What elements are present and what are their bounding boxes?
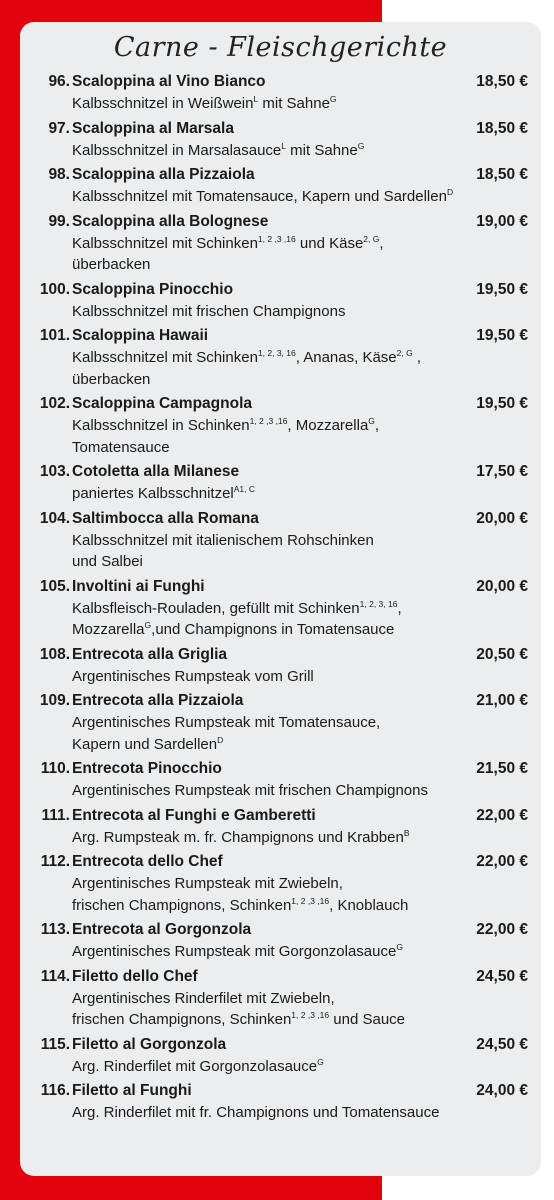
menu-item	[20, 577, 541, 641]
allergen-superscript: 1, 2, 3, 16	[359, 598, 398, 609]
menu-item-number: 111.	[41, 806, 70, 824]
description-line: Kapern und Sardellen$^D$	[72, 734, 224, 753]
description-line: Argentinisches Rumpsteak vom Grill	[72, 667, 314, 685]
allergen-superscript: D	[217, 734, 224, 745]
description-line: Kalbsschnitzel in Marsalasauce$^L$ mit Sahne$^G$	[72, 140, 365, 159]
menu-item-description	[72, 941, 528, 963]
menu-item	[20, 852, 541, 916]
menu-item-price: 19,50 €	[476, 395, 528, 412]
menu-item-number: 114.	[40, 967, 70, 985]
description-line: Mozzarella$^G$,und Champignons in Tomatensauce	[72, 620, 395, 638]
allergen-superscript: A1, C	[233, 484, 256, 494]
allergen-superscript: 2, G	[363, 233, 380, 244]
menu-item-name: Scaloppina Hawaii	[72, 327, 209, 344]
menu-item-number: 115.	[40, 1035, 70, 1053]
menu-item-description	[72, 827, 528, 849]
menu-item-number: 102.	[39, 395, 70, 412]
menu-item-description	[72, 1102, 528, 1124]
menu-item-description	[72, 483, 528, 505]
description-line: Arg. Rinderfilet mit fr. Champignons und Tomatensauce	[72, 1104, 440, 1121]
menu-item-name: Filetto al Funghi	[72, 1082, 192, 1099]
menu-item-description	[72, 873, 528, 916]
menu-item-description	[72, 186, 528, 208]
description-line: überbacken	[72, 256, 151, 273]
menu-item-name: Scaloppina al Marsala	[72, 119, 234, 137]
menu-item-number: 97.	[48, 119, 70, 137]
menu-item-name: Scaloppina alla Pizzaiola	[72, 166, 255, 183]
menu-item-description	[72, 140, 528, 162]
allergen-superscript: G	[317, 1056, 324, 1067]
menu-item	[20, 759, 541, 802]
allergen-superscript: G	[357, 140, 365, 151]
description-line: paniertes Kalbsschnitzel$^{A1, C}$	[72, 484, 256, 502]
allergen-superscript: 1, 2 ,3 ,16	[257, 233, 296, 244]
menu-item-name: Entrecota al Funghi e Gamberetti	[72, 806, 316, 824]
menu-card	[20, 22, 541, 1176]
menu-item-number: 109.	[39, 692, 70, 709]
description-line: Argentinisches Rinderfilet mit Zwiebeln,	[72, 989, 335, 1007]
description-line: Argentinisches Rumpsteak mit Zwiebeln,	[72, 875, 343, 892]
menu-item-price: 19,50 €	[476, 280, 528, 298]
description-line: Kalbsschnitzel in Weißwein$^L$ mit Sahne$^G$	[72, 94, 337, 112]
menu-item-name: Cotoletta alla Milanese	[72, 463, 240, 480]
allergen-superscript: 1, 2 ,3 ,16	[291, 895, 330, 906]
menu-item-number: 110.	[40, 760, 70, 777]
description-line: Tomatensauce	[72, 438, 170, 456]
menu-item-description	[72, 415, 528, 458]
menu-item-name: Scaloppina Campagnola	[72, 395, 253, 412]
menu-item-name: Involtini ai Funghi	[72, 577, 205, 595]
menu-item-name: Scaloppina alla Bolognese	[72, 212, 269, 230]
description-line: Kalbsschnitzel mit italienischem Rohschinken	[72, 531, 374, 549]
menu-item-price: 24,50 €	[476, 1035, 528, 1053]
menu-item	[20, 394, 541, 458]
menu-item	[20, 326, 541, 390]
description-line: frischen Champignons, Schinken$^{1, 2 ,3 ,16}$ und Sauce	[72, 1010, 406, 1028]
menu-item-name: Filetto al Gorgonzola	[72, 1035, 227, 1053]
menu-item-price: 24,00 €	[476, 1082, 528, 1099]
menu-item-number: 104.	[39, 509, 70, 527]
menu-item	[20, 806, 541, 849]
menu-item-description	[72, 666, 528, 688]
allergen-superscript: L	[253, 94, 259, 104]
description-line: Kalbsschnitzel in Schinken$^{1, 2 ,3 ,16}$, Mozzarella$^G$,	[72, 416, 380, 434]
menu-item-number: 116.	[40, 1082, 70, 1099]
menu-item-number: 103.	[39, 463, 70, 480]
menu-item-name: Entrecota alla Griglia	[72, 645, 228, 663]
menu-item-number: 99.	[48, 212, 70, 230]
menu-item-name: Entrecota al Gorgonzola	[72, 921, 252, 938]
menu-item-number: 96.	[48, 73, 70, 90]
menu-item-number: 113.	[40, 921, 70, 938]
menu-item-price: 18,50 €	[476, 166, 528, 183]
menu-item-price: 20,00 €	[476, 577, 528, 595]
menu-item	[20, 920, 541, 963]
description-line: frischen Champignons, Schinken$^{1, 2 ,3 ,16}$, Knoblauch	[72, 895, 409, 914]
menu-item	[20, 967, 541, 1031]
menu-item-price: 22,00 €	[476, 806, 528, 824]
menu-item-number: 105.	[39, 577, 70, 595]
description-line: Arg. Rinderfilet mit Gorgonzolasauce$^G$	[72, 1056, 324, 1075]
menu-item-name: Entrecota Pinocchio	[72, 760, 222, 777]
menu-item	[20, 1035, 541, 1078]
menu-item-price: 20,00 €	[476, 509, 528, 527]
menu-item-price: 20,50 €	[476, 645, 528, 663]
allergen-superscript: B	[403, 827, 410, 838]
description-line: Argentinisches Rumpsteak mit Tomatensauce,	[72, 714, 381, 731]
menu-item-number: 98.	[48, 166, 70, 183]
menu-item	[20, 212, 541, 276]
menu-section-title: Carne - Fleischgerichte	[113, 32, 448, 63]
menu-item	[20, 165, 541, 208]
menu-item-price: 19,00 €	[476, 212, 528, 230]
description-line: Kalbsfleisch-Rouladen, gefüllt mit Schinken$^{1, 2, 3, 16}$,	[72, 598, 402, 617]
allergen-superscript: G	[396, 942, 403, 952]
allergen-superscript: G	[144, 620, 152, 630]
menu-item-name: Saltimbocca alla Romana	[72, 509, 259, 527]
menu-item-price: 24,50 €	[476, 967, 528, 985]
menu-item-description	[72, 598, 528, 641]
description-line: Kalbsschnitzel mit Tomatensauce, Kapern und Sardellen$^D$	[72, 187, 454, 205]
menu-item	[20, 72, 541, 115]
allergen-superscript: L	[281, 140, 287, 151]
description-line: Arg. Rumpsteak m. fr. Champignons und Krabben$^B$	[72, 827, 410, 846]
menu-item-price: 22,00 €	[476, 853, 528, 870]
menu-item	[20, 280, 541, 323]
menu-item-name: Scaloppina al Vino Bianco	[72, 73, 266, 90]
allergen-superscript: G	[329, 94, 337, 104]
description-line: Argentinisches Rumpsteak mit frischen Champignons	[72, 782, 428, 799]
menu-item-number: 101.	[39, 327, 70, 344]
menu-item-description	[72, 301, 528, 323]
menu-item-description	[72, 93, 528, 115]
menu-item-name: Filetto dello Chef	[72, 967, 198, 985]
menu-item-name: Entrecota dello Chef	[72, 853, 223, 870]
menu-item-description	[72, 1056, 528, 1078]
menu-item-price: 21,50 €	[476, 760, 528, 777]
allergen-superscript: G	[368, 416, 375, 426]
menu-item-price: 21,00 €	[476, 692, 528, 709]
menu-item	[20, 645, 541, 688]
description-line: Argentinisches Rumpsteak mit Gorgonzolasauce$^G$	[72, 942, 403, 960]
menu-item-description	[72, 347, 528, 390]
menu-item-number: 108.	[39, 645, 70, 663]
menu-item-description	[72, 780, 528, 802]
menu-item	[20, 509, 541, 573]
description-line: Kalbsschnitzel mit Schinken$^{1, 2 ,3 ,16}$ und Käse$^{2, G}$,	[72, 233, 384, 252]
menu-item-price: 19,50 €	[476, 327, 528, 344]
menu-item	[20, 1081, 541, 1124]
menu-item-price: 18,50 €	[476, 119, 528, 137]
menu-item-price: 17,50 €	[476, 463, 528, 480]
menu-item	[20, 691, 541, 755]
menu-item-description	[72, 530, 528, 573]
menu-item	[20, 119, 541, 162]
allergen-superscript: 2, G	[396, 348, 413, 358]
menu-item	[20, 462, 541, 505]
allergen-superscript: 1, 2 ,3 ,16	[291, 1010, 330, 1020]
menu-item-number: 112.	[40, 853, 70, 870]
allergen-superscript: D	[446, 187, 454, 197]
menu-item-number: 100.	[39, 280, 70, 298]
menu-item-description	[72, 233, 528, 276]
menu-item-description	[72, 712, 528, 755]
description-line: Kalbsschnitzel mit Schinken$^{1, 2, 3, 16}$, Ananas, Käse$^{2, G}$ ,	[72, 348, 422, 366]
allergen-superscript: 1, 2 ,3 ,16	[249, 416, 288, 426]
description-line: Kalbsschnitzel mit frischen Champignons	[72, 302, 346, 320]
menu-item-name: Entrecota alla Pizzaiola	[72, 692, 244, 709]
description-line: überbacken	[72, 370, 151, 388]
menu-item-name: Scaloppina Pinocchio	[72, 280, 234, 298]
description-line: und Salbei	[72, 553, 143, 570]
allergen-superscript: 1, 2, 3, 16	[257, 348, 296, 358]
menu-item-price: 18,50 €	[476, 73, 528, 90]
menu-item-description	[72, 988, 528, 1031]
menu-item-price: 22,00 €	[476, 921, 528, 938]
